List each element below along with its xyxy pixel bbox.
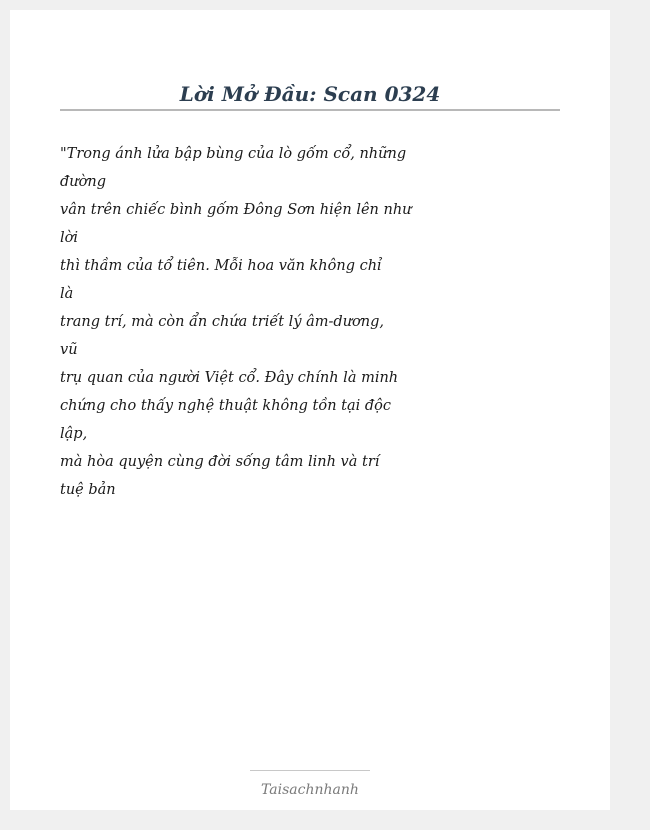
body-line: thì thầm của tổ tiên. Mỗi hoa văn không chỉ: [60, 258, 382, 274]
body-line: tuệ bản: [60, 482, 116, 498]
body-line: là: [60, 286, 74, 302]
body-text: [60, 140, 412, 504]
body-line: chứng cho thấy nghệ thuật không tồn tại độc: [60, 398, 391, 414]
document-page: [10, 10, 610, 810]
body-line: mà hòa quyện cùng đời sống tâm linh và trí: [60, 454, 380, 470]
footer-watermark: Taisachnhanh: [261, 782, 359, 798]
body-line: vũ: [60, 342, 78, 358]
body-line: trụ quan của người Việt cổ. Đây chính là minh: [60, 370, 399, 386]
title-divider: [60, 109, 560, 111]
body-line: lời: [60, 230, 79, 246]
body-line: lập,: [60, 426, 88, 442]
footer-divider: [250, 770, 370, 771]
page-title: Lời Mở Đầu: Scan 0324: [179, 82, 441, 106]
body-line: vân trên chiếc bình gốm Đông Sơn hiện lên như: [60, 202, 412, 218]
body-line: trang trí, mà còn ẩn chứa triết lý âm-dương,: [60, 314, 384, 330]
body-line: đường: [60, 174, 106, 190]
body-line: "Trong ánh lửa bập bùng của lò gốm cổ, những: [60, 146, 407, 162]
